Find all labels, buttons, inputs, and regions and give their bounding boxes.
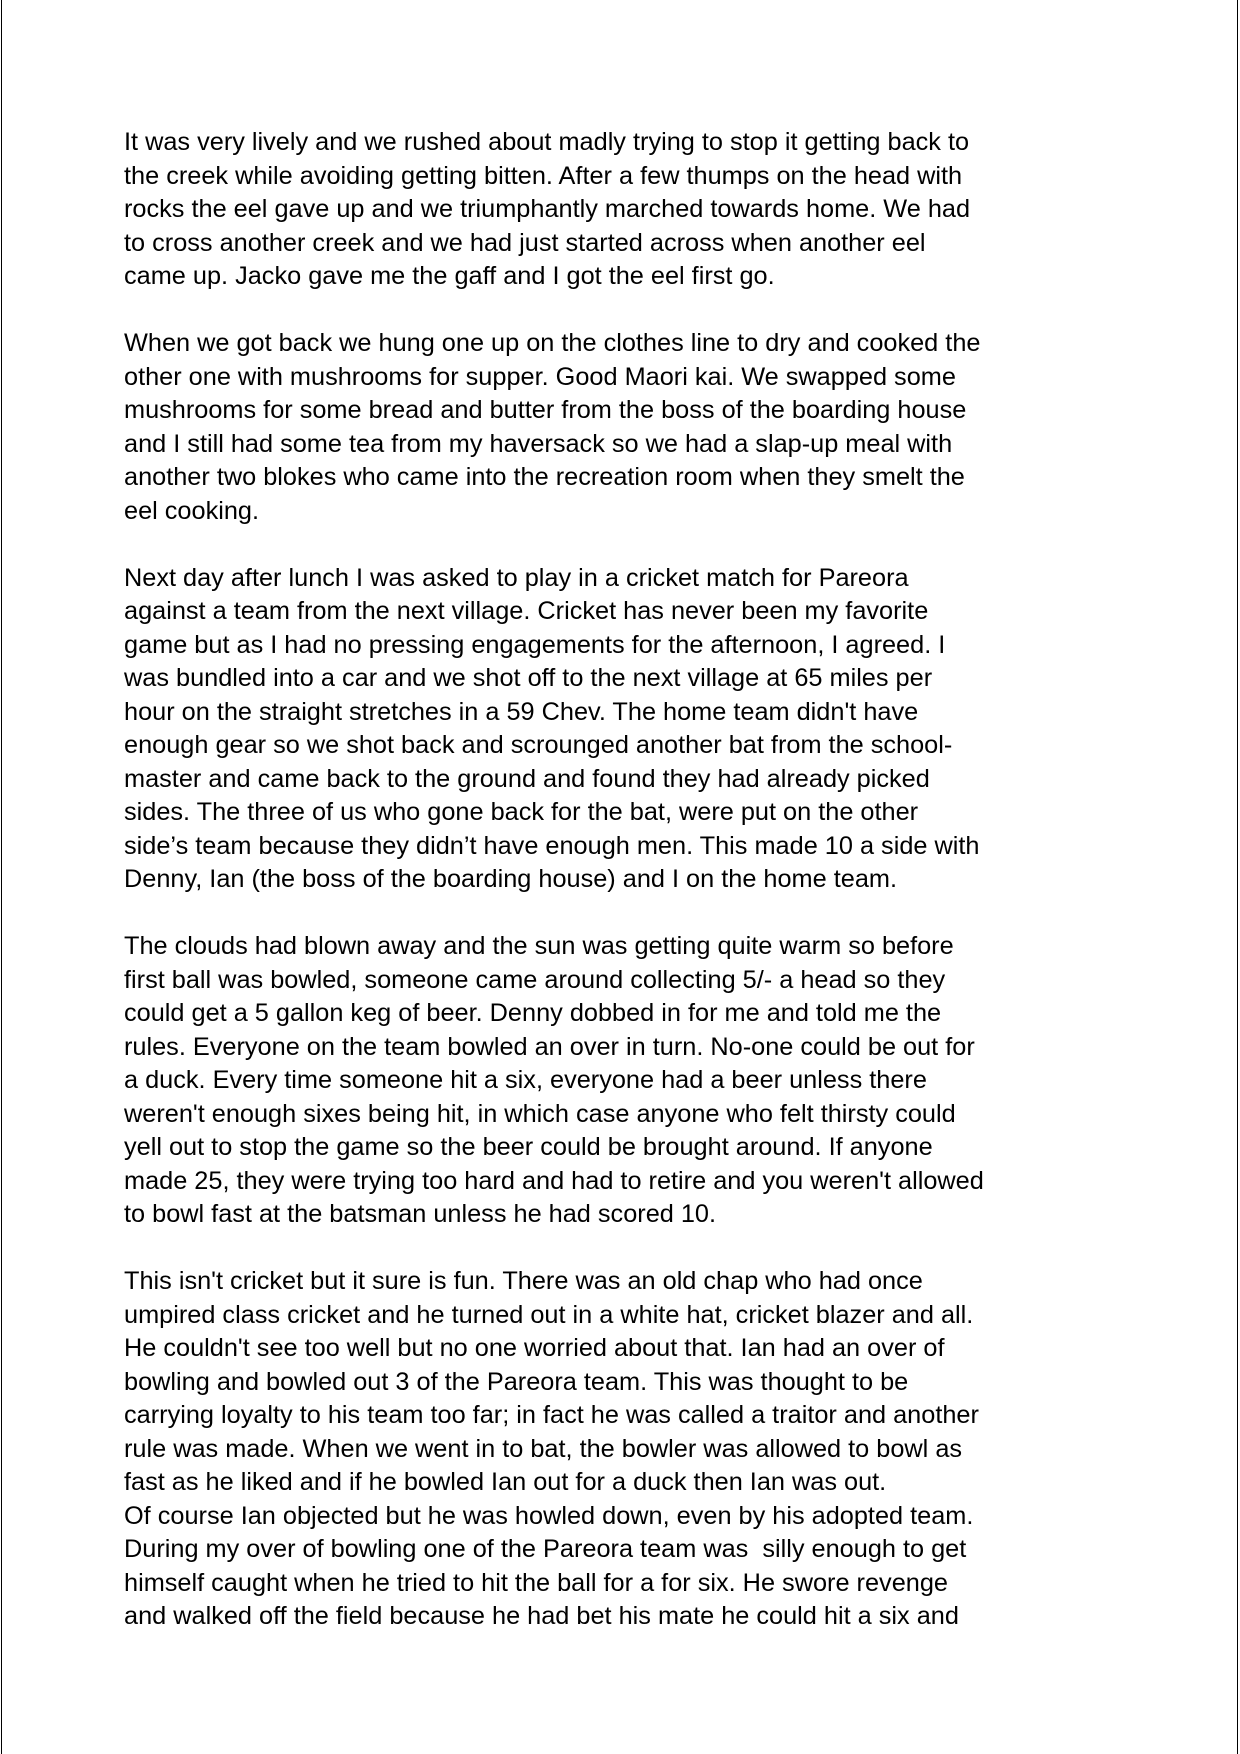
text-line: rule was made. When we went in to bat, the bowler was allowed to bowl as <box>124 1434 963 1463</box>
text-line: came up. Jacko gave me the gaff and I got the eel first go. <box>124 262 775 290</box>
text-line: master and came back to the ground and found they had already picked <box>124 764 930 793</box>
text-line: game but as I had no pressing engagements for the afternoon, I agreed. I <box>124 630 946 659</box>
text-line: eel cooking. <box>124 496 260 525</box>
text-line: other one with mushrooms for supper. Good Maori kai. We swapped some <box>124 362 956 391</box>
text-line: When we got back we hung one up on the clothes line to dry and cooked the <box>124 329 981 357</box>
text-line: made 25, they were trying too hard and had to retire and you weren't allowed <box>124 1166 984 1195</box>
text-line: umpired class cricket and he turned out in a white hat, cricket blazer and all. <box>124 1300 974 1329</box>
text-line: to bowl fast at the batsman unless he had scored 10. <box>124 1200 717 1228</box>
text-line: a duck. Every time someone hit a six, everyone had a beer unless there <box>124 1066 927 1094</box>
body-text <box>124 126 1124 1667</box>
text-line: Next day after lunch I was asked to play in a cricket match for Pareora <box>124 563 909 592</box>
text-line: Denny, Ian (the boss of the boarding house) and I on the home team. <box>124 865 897 893</box>
text-line: mushrooms for some bread and butter from the boss of the boarding house <box>124 396 967 424</box>
text-line: carrying loyalty to his team too far; in fact he was called a traitor and another <box>124 1401 979 1429</box>
text-line: fast as he liked and if he bowled Ian out for a duck then Ian was out. <box>124 1468 887 1496</box>
paragraph <box>124 930 1124 1232</box>
text-line: It was very lively and we rushed about madly trying to stop it getting back to <box>124 128 970 156</box>
text-line: and I still had some tea from my haversack so we had a slap-up meal with <box>124 429 953 458</box>
text-line: weren't enough sixes being hit, in which case anyone who felt thirsty could <box>124 1099 956 1128</box>
text-line: was bundled into a car and we shot off to the next village at 65 miles per <box>124 664 933 692</box>
text-line: himself caught when he tried to hit the ball for a for six. He swore revenge <box>124 1568 948 1597</box>
text-line: The clouds had blown away and the sun was getting quite warm so before <box>124 932 954 960</box>
text-line: sides. The three of us who gone back for the bat, were put on the other <box>124 798 919 826</box>
text-line: yell out to stop the game so the beer could be brought around. If anyone <box>124 1133 933 1161</box>
text-line: enough gear so we shot back and scrounged another bat from the school- <box>124 731 953 759</box>
text-line: the creek while avoiding getting bitten. After a few thumps on the head with <box>124 161 963 190</box>
text-line: During my over of bowling one of the Pareora team was silly enough to get <box>124 1535 967 1563</box>
text-line: hour on the straight stretches in a 59 Chev. The home team didn't have <box>124 697 919 726</box>
text-line: could get a 5 gallon keg of beer. Denny dobbed in for me and told me the <box>124 999 942 1027</box>
text-line: bowling and bowled out 3 of the Pareora team. This was thought to be <box>124 1367 909 1396</box>
text-line: first ball was bowled, someone came around collecting 5/- a head so they <box>124 965 946 994</box>
text-line: rocks the eel gave up and we triumphantly marched towards home. We had <box>124 195 971 223</box>
paragraph <box>124 562 1124 897</box>
text-line: to cross another creek and we had just started across when another eel <box>124 228 926 257</box>
page-left-edge <box>1 0 2 1754</box>
paragraph <box>124 1265 1124 1634</box>
paragraph <box>124 327 1124 528</box>
text-line: side’s team because they didn’t have enough men. This made 10 a side with <box>124 831 980 860</box>
text-line: and walked off the field because he had bet his mate he could hit a six and <box>124 1602 959 1630</box>
text-line: This isn't cricket but it sure is fun. There was an old chap who had once <box>124 1267 923 1295</box>
paragraph <box>124 126 1124 294</box>
text-line: Of course Ian objected but he was howled down, even by his adopted team. <box>124 1501 974 1530</box>
text-line: against a team from the next village. Cricket has never been my favorite <box>124 597 929 625</box>
text-line: rules. Everyone on the team bowled an over in turn. No-one could be out for <box>124 1032 975 1061</box>
text-line: another two blokes who came into the recreation room when they smelt the <box>124 463 965 491</box>
page-right-edge <box>1237 0 1238 1754</box>
text-line: He couldn't see too well but no one worried about that. Ian had an over of <box>124 1334 945 1362</box>
